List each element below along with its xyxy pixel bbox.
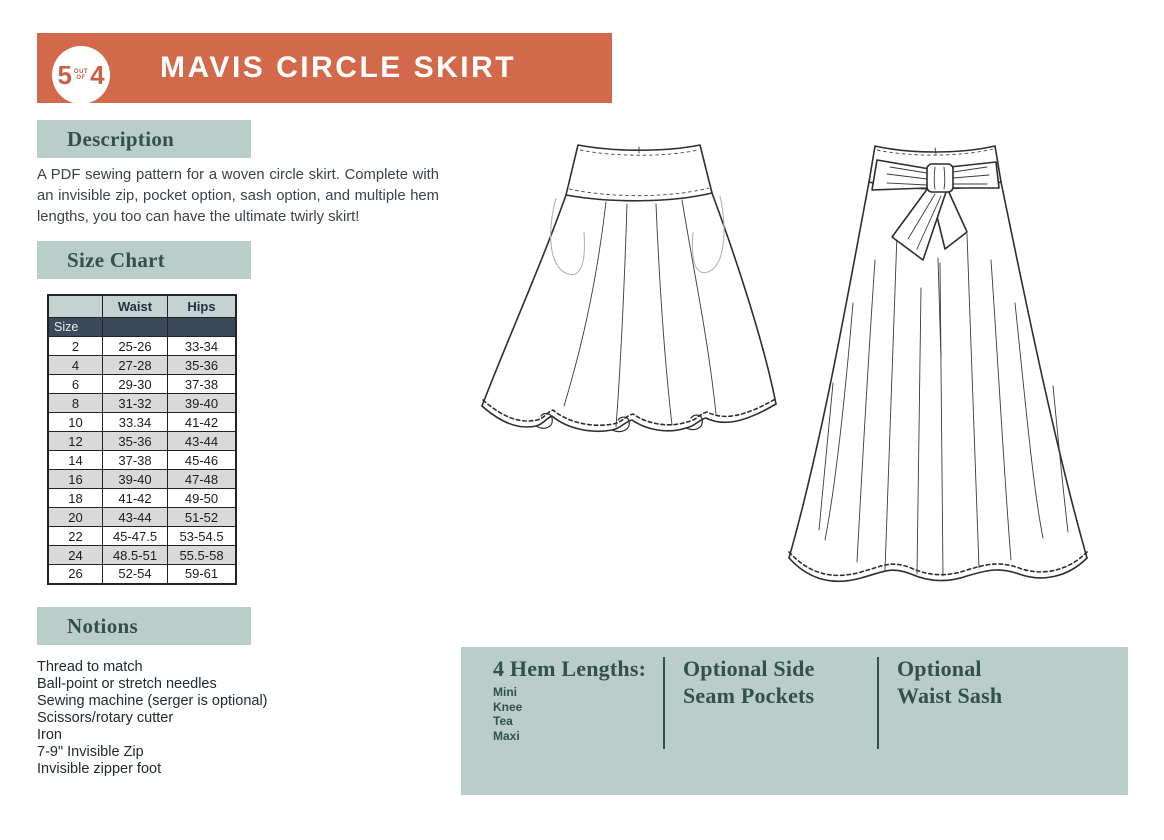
table-row bbox=[48, 432, 236, 451]
notions-heading-label: Notions bbox=[67, 614, 138, 638]
notion-item: Thread to match bbox=[37, 659, 143, 675]
description-text: A PDF sewing pattern for a woven circle skirt. Complete with an invisible zip, pocket option, sash option, and multiple hem lengths, you too can have the ultimate twirly skirt! bbox=[37, 167, 439, 225]
hem-length-item: Maxi bbox=[493, 728, 520, 743]
table-cell: 25-26 bbox=[103, 337, 168, 356]
table-cell: 48.5-51 bbox=[103, 546, 168, 565]
table-cell: 6 bbox=[48, 375, 103, 394]
waist-column-header: Waist bbox=[103, 295, 168, 318]
sash-option-title: Optional Waist Sash bbox=[897, 656, 1003, 708]
table-row bbox=[48, 565, 236, 584]
front-skirt-illustration bbox=[470, 138, 790, 443]
table-cell: 45-46 bbox=[168, 451, 237, 470]
table-cell: 41-42 bbox=[168, 413, 237, 432]
size-chart-table bbox=[47, 294, 237, 585]
hem-length-item: Tea bbox=[493, 714, 513, 728]
table-cell: 24 bbox=[48, 546, 103, 565]
size-chart-heading bbox=[37, 241, 251, 279]
table-cell: 14 bbox=[48, 451, 103, 470]
table-cell: 37-38 bbox=[168, 375, 237, 394]
table-row bbox=[48, 394, 236, 413]
table-row bbox=[48, 356, 236, 375]
pocket-outline-left bbox=[551, 198, 585, 275]
table-row bbox=[48, 451, 236, 470]
table-row bbox=[48, 508, 236, 527]
table-header-row bbox=[48, 295, 236, 318]
table-cell: 27-28 bbox=[103, 356, 168, 375]
hem-length-item: Mini bbox=[493, 685, 517, 699]
options-divider bbox=[663, 657, 665, 749]
table-cell: 18 bbox=[48, 489, 103, 508]
description-heading bbox=[37, 120, 251, 158]
notions-heading bbox=[37, 607, 251, 645]
table-cell: 16 bbox=[48, 470, 103, 489]
table-cell: 20 bbox=[48, 508, 103, 527]
notion-item: Scissors/rotary cutter bbox=[37, 710, 174, 726]
table-cell: 35-36 bbox=[168, 356, 237, 375]
table-cell: 35-36 bbox=[103, 432, 168, 451]
notion-item: Invisible zipper foot bbox=[37, 761, 162, 777]
table-cell: 12 bbox=[48, 432, 103, 451]
back-skirt-illustration bbox=[775, 138, 1110, 613]
table-cell: 45-47.5 bbox=[103, 527, 168, 546]
page-title: MAVIS CIRCLE SKIRT bbox=[160, 51, 517, 84]
table-cell: 59-61 bbox=[168, 565, 237, 584]
pockets-option bbox=[683, 655, 815, 709]
table-row bbox=[48, 337, 236, 356]
table-cell: 52-54 bbox=[103, 565, 168, 584]
hem-lengths-list bbox=[493, 685, 646, 743]
pockets-option-title: Optional Side Seam Pockets bbox=[683, 656, 815, 708]
table-cell: 4 bbox=[48, 356, 103, 375]
options-box bbox=[461, 647, 1128, 795]
sash-bow-knot bbox=[927, 164, 953, 192]
table-cell: 31-32 bbox=[103, 394, 168, 413]
table-cell: 29-30 bbox=[103, 375, 168, 394]
notions-list bbox=[37, 659, 268, 778]
size-row-header: Size bbox=[48, 318, 103, 337]
table-cell: 43-44 bbox=[103, 508, 168, 527]
table-cell: 2 bbox=[48, 337, 103, 356]
logo-numeral-4: 4 bbox=[90, 60, 105, 90]
sash-option bbox=[897, 655, 1002, 709]
table-row bbox=[48, 527, 236, 546]
notion-item: Iron bbox=[37, 727, 62, 743]
table-row bbox=[48, 470, 236, 489]
logo-out-of-text: OUT OF bbox=[73, 69, 89, 81]
table-cell: 26 bbox=[48, 565, 103, 584]
hem-lengths-title: 4 Hem Lengths: bbox=[493, 656, 647, 681]
table-row bbox=[48, 375, 236, 394]
options-divider bbox=[877, 657, 879, 749]
table-cell: 55.5-58 bbox=[168, 546, 237, 565]
table-row bbox=[48, 413, 236, 432]
sash-tail-left bbox=[892, 188, 946, 260]
notion-item: Ball-point or stretch needles bbox=[37, 676, 217, 692]
table-cell: 8 bbox=[48, 394, 103, 413]
hips-column-header: Hips bbox=[168, 295, 237, 318]
notion-item: Sewing machine (serger is optional) bbox=[37, 693, 268, 709]
hem-lengths-option bbox=[493, 655, 646, 743]
pocket-outline-right bbox=[692, 196, 724, 273]
table-cell: 39-40 bbox=[168, 394, 237, 413]
description-heading-label: Description bbox=[67, 127, 175, 151]
table-cell: 33-34 bbox=[168, 337, 237, 356]
hem-length-item: Knee bbox=[493, 699, 523, 714]
table-cell: 10 bbox=[48, 413, 103, 432]
table-row bbox=[48, 546, 236, 565]
table-cell: 39-40 bbox=[103, 470, 168, 489]
table-cell: 49-50 bbox=[168, 489, 237, 508]
table-cell: 22 bbox=[48, 527, 103, 546]
brand-logo bbox=[52, 46, 110, 104]
notion-item: 7-9" Invisible Zip bbox=[37, 744, 144, 760]
table-cell: 47-48 bbox=[168, 470, 237, 489]
table-cell: 37-38 bbox=[103, 451, 168, 470]
header-banner bbox=[37, 33, 612, 103]
table-cell: 41-42 bbox=[103, 489, 168, 508]
table-row bbox=[48, 489, 236, 508]
table-cell: 33.34 bbox=[103, 413, 168, 432]
size-chart-heading-label: Size Chart bbox=[67, 248, 166, 272]
size-label-row bbox=[48, 318, 236, 337]
logo-numeral-5: 5 bbox=[57, 60, 72, 90]
table-cell: 53-54.5 bbox=[168, 527, 237, 546]
table-cell: 51-52 bbox=[168, 508, 237, 527]
table-cell: 43-44 bbox=[168, 432, 237, 451]
empty-header-cell bbox=[48, 295, 103, 318]
